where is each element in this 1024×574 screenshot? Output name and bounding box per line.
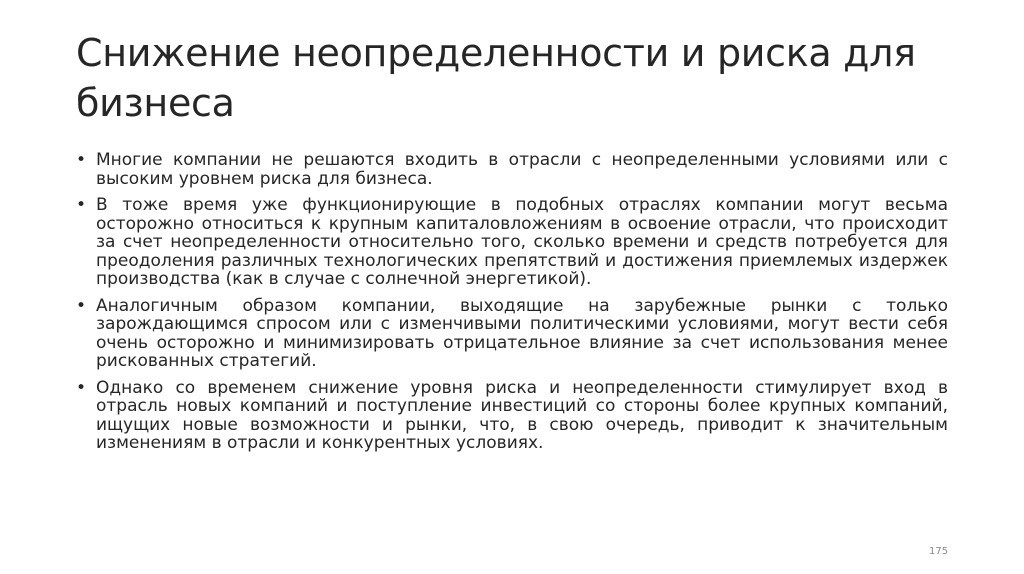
bullet-text: Многие компании не решаются входить в отрасли с неопределенными условиями или с высоким уровнем риска для бизнеса. [96,150,948,189]
bullet-dot-icon: • [76,150,87,170]
bullet-text: В тоже время уже функционирующие в подобных отраслях компании могут весьма осторожно относиться к крупным капиталовложениям в освоение отрасли, что происходит за счет неопределенности относительно того, сколько времени и средств потребуется для преодоления различных технологических препятствий и достижения приемлемых издержек производства (как в случае с солнечной энергетикой). [96,195,948,289]
bullet-item [76,151,948,188]
bullet-dot-icon: • [76,377,87,398]
bullet-text: Аналогичным образом компании, выходящие на зарубежные рынки с только зарождающимся спросом или с изменчивыми политическими условиями, могут вести себя очень осторожно и минимизировать отрицательное влияние за счет использования менее рискованных стратегий. [96,295,948,371]
bullet-dot-icon: • [76,295,87,316]
slide-title: Снижение неопределенности и риска для бизнеса [76,31,916,125]
bullet-item [76,379,948,453]
page-number: 175 [929,546,949,557]
bullet-list [76,151,948,461]
bullet-dot-icon: • [76,195,87,215]
bullet-text: Однако со временем снижение уровня риска и неопределенности стимулирует вход в отрасль новых компаний и поступление инвестиций со стороны более крупных компаний, ищущих новые возможности и рынки, что, в свою очередь, приводит к значительным изменениям в отрасли и конкурентных условиях. [96,377,948,453]
bullet-item [76,196,948,289]
bullet-item [76,297,948,371]
